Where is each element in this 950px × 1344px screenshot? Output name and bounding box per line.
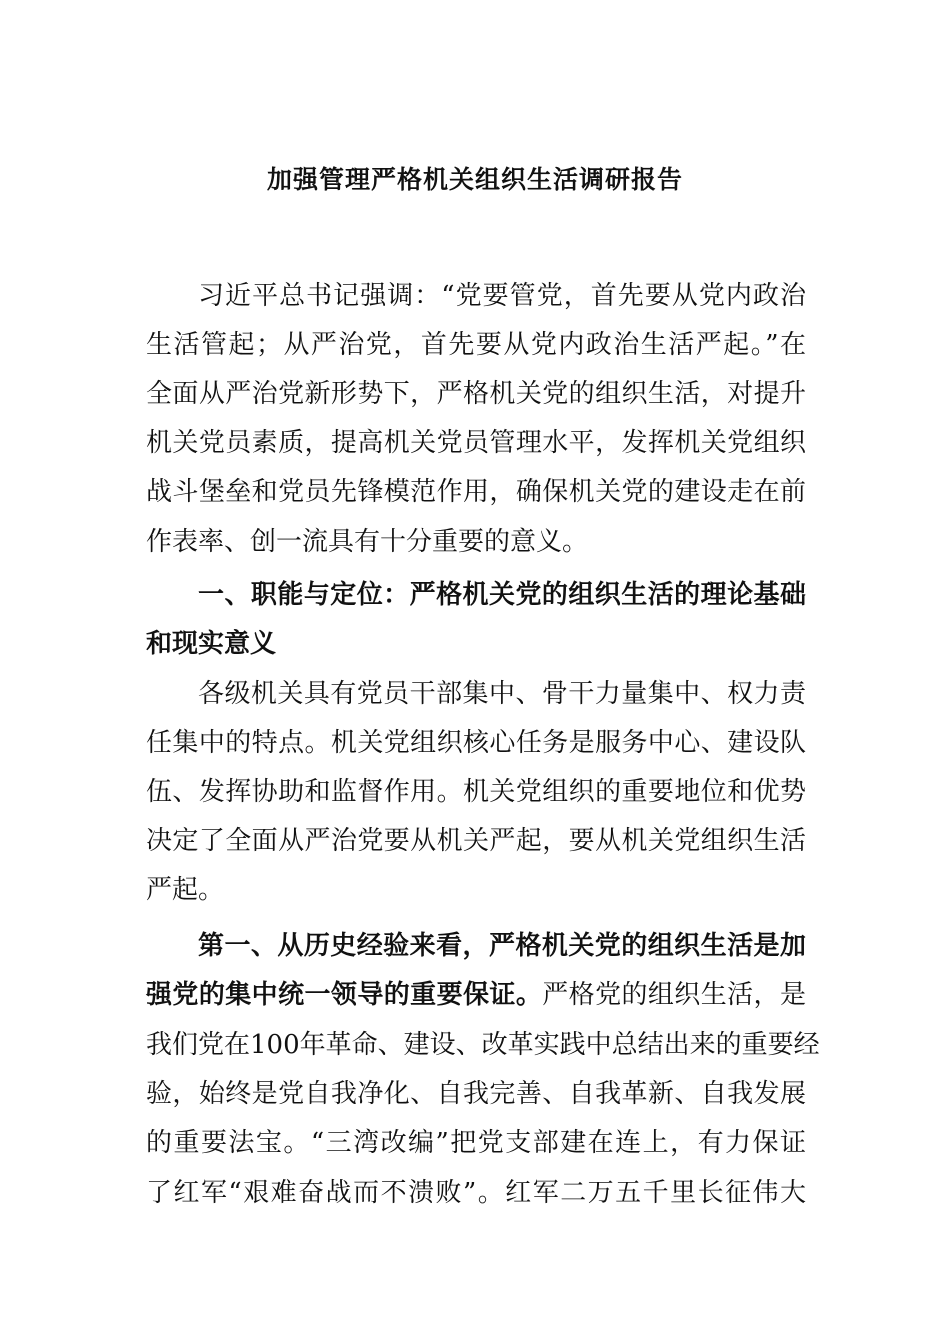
paragraph-line: 了红军“艰难奋战而不溃败”。红军二万五千里长征伟大 [146, 1178, 806, 1208]
paragraph-line: 作表率、创一流具有十分重要的意义。 [146, 527, 589, 557]
paragraph-text: 严格党的组织生活，是 [542, 980, 806, 1010]
paragraph-line-mixed [146, 977, 806, 1013]
document-title: 加强管理严格机关组织生活调研报告 [266, 165, 683, 194]
paragraph-line: 战斗堡垒和党员先锋模范作用，确保机关党的建设走在前 [146, 477, 806, 507]
paragraph-line: 严起。 [146, 875, 225, 905]
section-heading: 一、职能与定位：严格机关党的组织生活的理论基础 [198, 580, 806, 610]
section-heading: 和现实意义 [146, 629, 277, 659]
paragraph-line: 验，始终是党自我净化、自我完善、自我革新、自我发展 [146, 1079, 806, 1109]
paragraph-lead-bold: 第一、从历史经验来看，严格机关党的组织生活是加 [198, 931, 806, 961]
paragraph-line: 的重要法宝。“三湾改编”把党支部建在连上，有力保证 [146, 1128, 806, 1158]
paragraph-line: 习近平总书记强调：“党要管党，首先要从党内政治 [198, 281, 806, 311]
paragraph-line: 机关党员素质，提高机关党员管理水平，发挥机关党组织 [146, 428, 806, 458]
paragraph-line: 决定了全面从严治党要从机关严起，要从机关党组织生活 [146, 826, 806, 856]
paragraph-line: 生活管起；从严治党，首先要从党内政治生活严起。”在 [146, 330, 806, 360]
paragraph-lead-bold: 强党的集中统一领导的重要保证。 [146, 980, 543, 1010]
paragraph-line: 我们党在100年革命、建设、改革实践中总结出来的重要经 [146, 1030, 820, 1060]
paragraph-line: 各级机关具有党员干部集中、骨干力量集中、权力责 [198, 679, 806, 709]
paragraph-line: 全面从严治党新形势下，严格机关党的组织生活，对提升 [146, 379, 806, 409]
paragraph-line: 任集中的特点。机关党组织核心任务是服务中心、建设队 [146, 728, 806, 758]
paragraph-line: 伍、发挥协助和监督作用。机关党组织的重要地位和优势 [146, 777, 806, 807]
